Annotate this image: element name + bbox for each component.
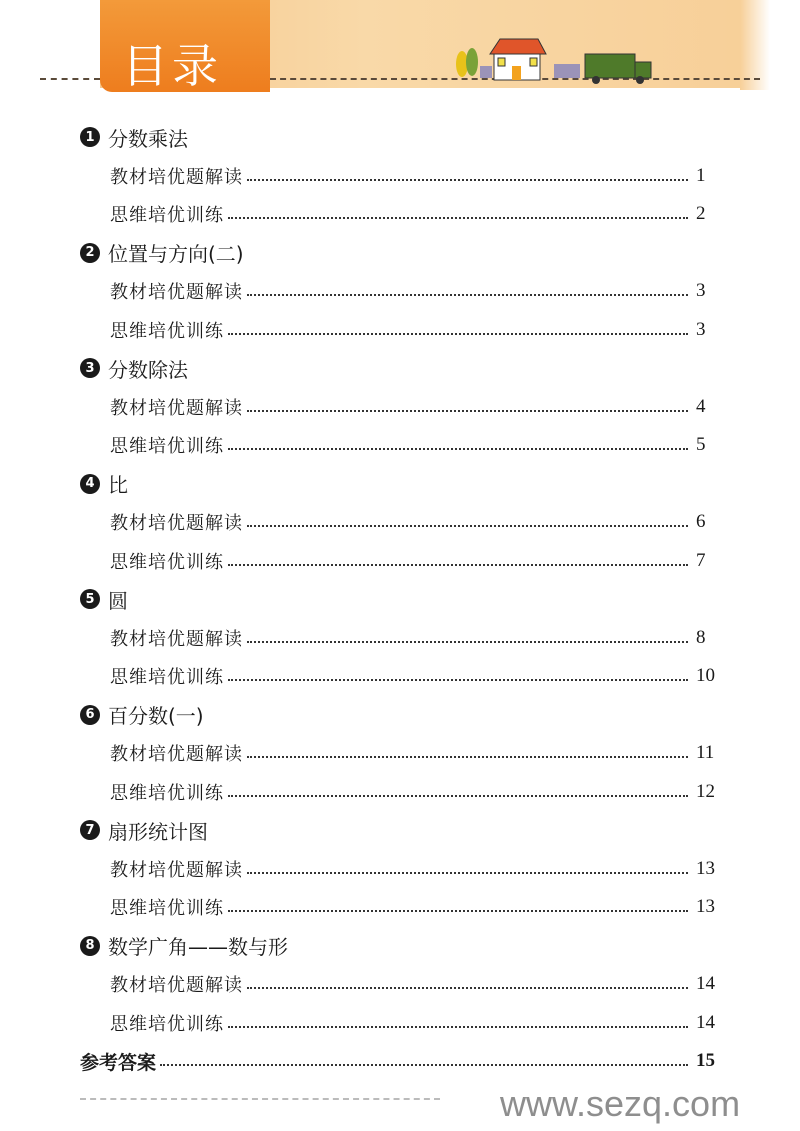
entry-label: 教材培优题解读 xyxy=(110,628,243,650)
entry-label: 教材培优题解读 xyxy=(110,975,243,997)
dot-leader xyxy=(247,525,688,527)
entry-label: 教材培优题解读 xyxy=(110,397,243,419)
section-number-badge: 5 xyxy=(80,589,100,609)
toc-entry[interactable] xyxy=(0,272,800,311)
dot-leader xyxy=(247,756,688,758)
section-number-badge: 3 xyxy=(80,358,100,378)
entry-label: 思维培优训练 xyxy=(110,667,224,689)
dot-leader xyxy=(228,1026,688,1028)
page-number: 5 xyxy=(696,434,706,456)
dot-leader xyxy=(228,448,688,450)
page-number: 7 xyxy=(696,549,706,571)
page-number: 6 xyxy=(696,511,706,533)
toc-entry[interactable] xyxy=(0,503,800,542)
answers-label: 参考答案 xyxy=(80,1051,157,1074)
toc-entry[interactable] xyxy=(0,388,800,427)
toc-entry[interactable] xyxy=(0,1004,800,1043)
toc-entry[interactable] xyxy=(0,426,800,465)
divider xyxy=(40,78,100,80)
toc-entry-answers[interactable] xyxy=(0,1042,800,1081)
section-number-badge: 7 xyxy=(80,820,100,840)
toc-section-heading[interactable] xyxy=(0,580,800,619)
entry-label: 教材培优题解读 xyxy=(110,859,243,881)
toc-list xyxy=(0,118,800,1081)
dot-leader xyxy=(228,910,688,912)
dot-leader xyxy=(228,333,688,335)
page-number: 1 xyxy=(696,164,706,186)
page-number: 10 xyxy=(696,665,715,687)
dot-leader xyxy=(247,987,688,989)
toc-section-heading[interactable] xyxy=(0,811,800,850)
page-number: 4 xyxy=(696,395,706,417)
toc-entry[interactable] xyxy=(0,619,800,658)
page-number: 15 xyxy=(696,1050,715,1072)
toc-section-heading[interactable] xyxy=(0,234,800,273)
page-number: 2 xyxy=(696,203,706,225)
dot-leader xyxy=(228,564,688,566)
watermark: www.sezq.com xyxy=(500,1083,741,1124)
page-number: 3 xyxy=(696,280,706,302)
section-number-badge: 4 xyxy=(80,474,100,494)
entry-label: 思维培优训练 xyxy=(110,436,224,458)
toc-entry[interactable] xyxy=(0,157,800,196)
entry-label: 思维培优训练 xyxy=(110,205,224,227)
section-number-badge: 1 xyxy=(80,127,100,147)
toc-entry[interactable] xyxy=(0,195,800,234)
page-number: 12 xyxy=(696,780,715,802)
toc-entry[interactable] xyxy=(0,888,800,927)
section-title: 圆 xyxy=(108,588,128,613)
entry-label: 思维培优训练 xyxy=(110,551,224,573)
page-number: 13 xyxy=(696,857,715,879)
toc-entry[interactable] xyxy=(0,965,800,1004)
entry-label: 教材培优题解读 xyxy=(110,282,243,304)
toc-entry[interactable] xyxy=(0,657,800,696)
dot-leader xyxy=(247,179,688,181)
section-title: 分数除法 xyxy=(108,357,188,382)
section-title: 位置与方向(二) xyxy=(108,242,244,267)
dot-leader xyxy=(247,641,688,643)
section-title: 百分数(一) xyxy=(108,704,204,729)
toc-entry[interactable] xyxy=(0,773,800,812)
toc-entry[interactable] xyxy=(0,311,800,350)
dot-leader xyxy=(228,217,688,219)
divider xyxy=(80,1098,440,1100)
entry-label: 教材培优题解读 xyxy=(110,744,243,766)
dot-leader xyxy=(160,1064,688,1066)
page-number: 14 xyxy=(696,973,715,995)
section-number-badge: 2 xyxy=(80,243,100,263)
section-title: 数学广角——数与形 xyxy=(108,935,288,960)
entry-label: 教材培优题解读 xyxy=(110,513,243,535)
section-number-badge: 6 xyxy=(80,705,100,725)
toc-entry[interactable] xyxy=(0,850,800,889)
page-number: 14 xyxy=(696,1011,715,1033)
dot-leader xyxy=(228,679,688,681)
page-title: 目录 xyxy=(122,39,222,93)
entry-label: 思维培优训练 xyxy=(110,1013,224,1035)
section-title: 扇形统计图 xyxy=(108,819,208,844)
dot-leader xyxy=(228,795,688,797)
page-number: 3 xyxy=(696,318,706,340)
page-number: 8 xyxy=(696,626,706,648)
dot-leader xyxy=(247,294,688,296)
toc-entry[interactable] xyxy=(0,542,800,581)
entry-label: 思维培优训练 xyxy=(110,898,224,920)
page-number: 13 xyxy=(696,896,715,918)
dot-leader xyxy=(247,872,688,874)
entry-label: 思维培优训练 xyxy=(110,320,224,342)
entry-label: 教材培优题解读 xyxy=(110,166,243,188)
toc-section-heading[interactable] xyxy=(0,927,800,966)
toc-section-heading[interactable] xyxy=(0,349,800,388)
house-truck-illustration xyxy=(450,36,660,84)
toc-section-heading[interactable] xyxy=(0,118,800,157)
banner-edge xyxy=(740,0,770,90)
toc-entry[interactable] xyxy=(0,734,800,773)
section-title: 比 xyxy=(108,473,128,498)
toc-section-heading[interactable] xyxy=(0,696,800,735)
entry-label: 思维培优训练 xyxy=(110,782,224,804)
toc-section-heading[interactable] xyxy=(0,465,800,504)
section-number-badge: 8 xyxy=(80,936,100,956)
dot-leader xyxy=(247,410,688,412)
section-title: 分数乘法 xyxy=(108,126,188,151)
page-number: 11 xyxy=(696,742,715,764)
